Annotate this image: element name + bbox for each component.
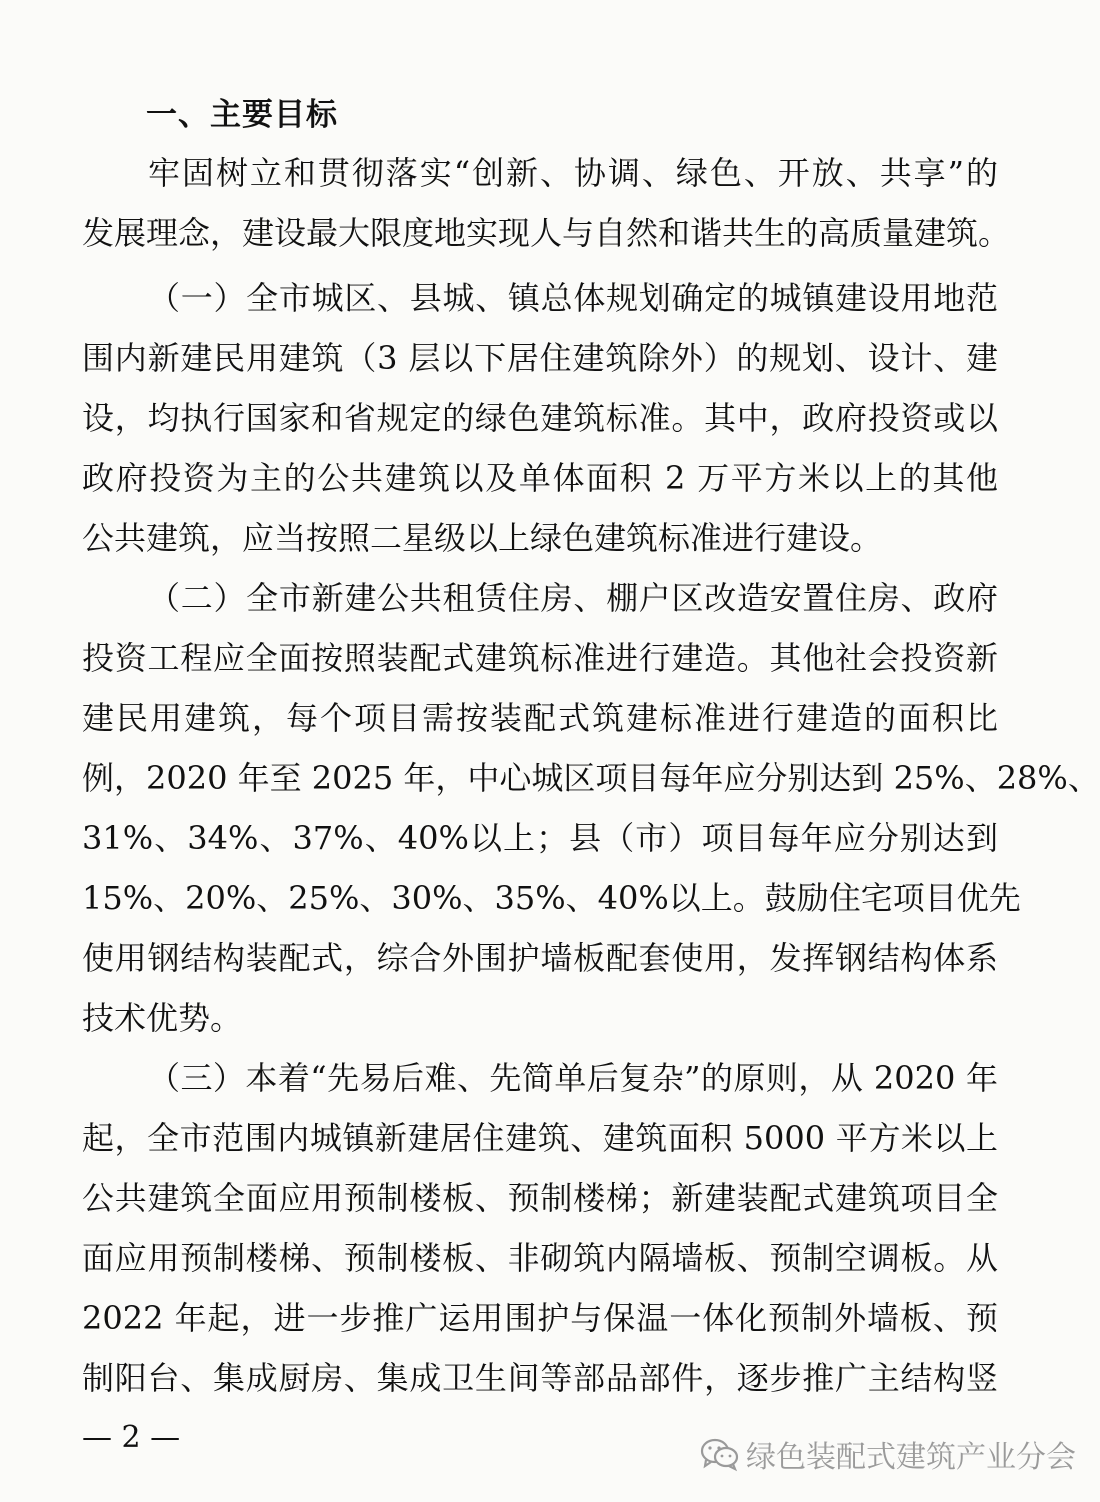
paragraph-line: 制阳台、集成厨房、集成卫生间等部品部件，逐步推广主结构竖: [82, 1359, 998, 1397]
paragraph-line: 发展理念，建设最大限度地实现人与自然和谐共生的高质量建筑。: [82, 214, 1011, 252]
paragraph-line: 面应用预制楼梯、预制楼板、非砌筑内隔墙板、预制空调板。从: [82, 1239, 998, 1277]
paragraph-line: （二）全市新建公共租赁住房、棚户区改造安置住房、政府: [148, 579, 998, 617]
watermark-text: 绿色装配式建筑产业分会: [746, 1440, 1076, 1475]
paragraph-line: 公共建筑全面应用预制楼板、预制楼梯；新建装配式建筑项目全: [82, 1179, 998, 1217]
section-heading: 一、主要目标: [146, 97, 338, 133]
page-number: — 2 —: [82, 1420, 181, 1455]
paragraph-line: 31%、34%、37%、40%以上；县（市）项目每年应分别达到: [82, 819, 998, 857]
paragraph-line: 2022 年起，进一步推广运用围护与保温一体化预制外墙板、预: [82, 1299, 998, 1337]
paragraph-line: 使用钢结构装配式，综合外围护墙板配套使用，发挥钢结构体系: [82, 939, 998, 977]
watermark: [700, 1432, 1076, 1476]
wechat-icon: [700, 1437, 740, 1471]
paragraph-line: 牢固树立和贯彻落实“创新、协调、绿色、开放、共享”的: [148, 154, 998, 192]
paragraph-line: 围内新建民用建筑（3 层以下居住建筑除外）的规划、设计、建: [82, 339, 998, 377]
paragraph-line: 技术优势。: [82, 999, 243, 1037]
paragraph-line: 政府投资为主的公共建筑以及单体面积 2 万平方米以上的其他: [82, 459, 998, 497]
paragraph-line: 15%、20%、25%、30%、35%、40%以上。鼓励住宅项目优先: [82, 879, 1021, 917]
paragraph-line: （三）本着“先易后难、先简单后复杂”的原则，从 2020 年: [148, 1059, 998, 1097]
paragraph-line: 公共建筑，应当按照二星级以上绿色建筑标准进行建设。: [82, 519, 883, 557]
paragraph-line: 设，均执行国家和省规定的绿色建筑标准。其中，政府投资或以: [82, 399, 998, 437]
paragraph-line: 建民用建筑，每个项目需按装配式筑建标准进行建造的面积比: [82, 699, 998, 737]
paragraph-line: （一）全市城区、县城、镇总体规划确定的城镇建设用地范: [148, 279, 998, 317]
paragraph-line: 投资工程应全面按照装配式建筑标准进行建造。其他社会投资新: [82, 639, 998, 677]
paragraph-line: 例，2020 年至 2025 年，中心城区项目每年应分别达到 25%、28%、: [82, 759, 1100, 797]
paragraph-line: 起，全市范围内城镇新建居住建筑、建筑面积 5000 平方米以上: [82, 1119, 998, 1157]
